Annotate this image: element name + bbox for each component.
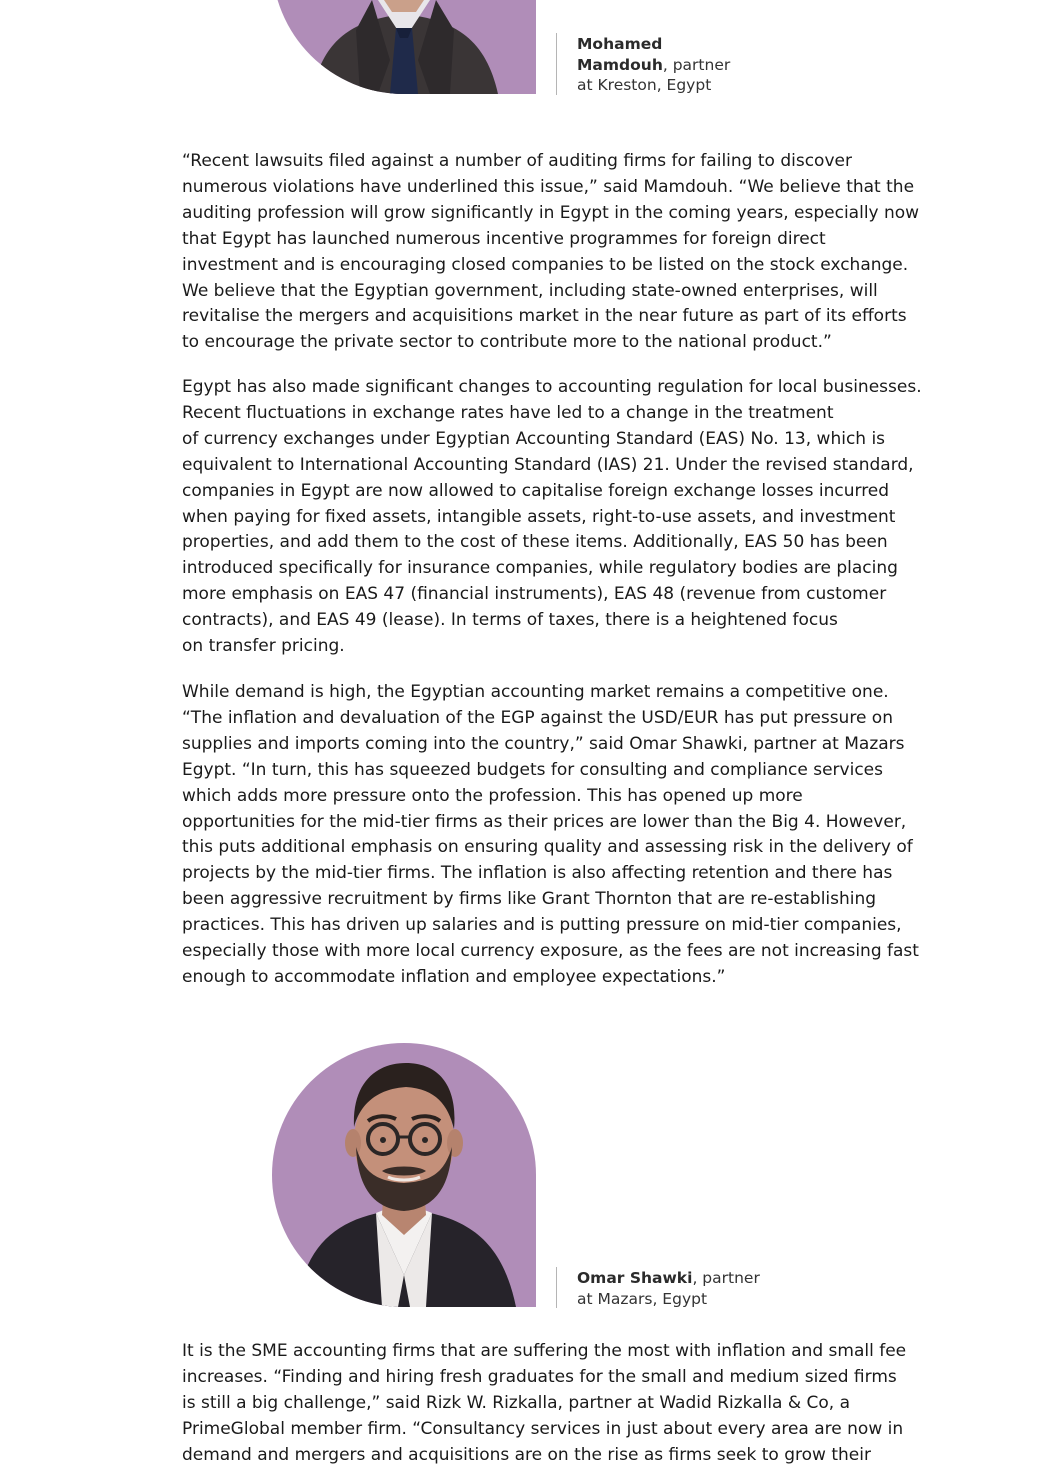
article-paragraph-3 <box>182 680 919 991</box>
caption-org: at Mazars, Egypt <box>577 1289 708 1308</box>
caption-name: Omar Shawki <box>577 1269 693 1287</box>
text-line: enough to accommodate inflation and employee expectations.” <box>182 966 726 987</box>
portrait-mohamed-mamdouh <box>272 0 536 94</box>
text-line: “Recent lawsuits filed against a number of auditing firms for failing to discover <box>182 151 852 171</box>
text-line: on transfer pricing. <box>182 636 345 657</box>
caption-org: at Kreston, Egypt <box>577 76 712 94</box>
text-line: contracts), and EAS 49 (lease). In terms of taxes, there is a heightened focus <box>182 610 838 631</box>
text-line: “The inflation and devaluation of the EGP against the USD/EUR has put pressure on <box>182 707 893 728</box>
caption-name-line2: Mamdouh <box>577 55 663 74</box>
text-line: numerous violations have underlined this issue,” said Mamdouh. “We believe that the <box>182 176 915 197</box>
caption-divider <box>556 1267 557 1308</box>
text-line: We believe that the Egyptian government, including state-owned enterprises, will <box>182 280 878 301</box>
article-paragraph-2 <box>182 375 922 660</box>
text-line: revitalise the mergers and acquisitions market in the near future as part of its efforts <box>182 306 907 327</box>
text-line: properties, and add them to the cost of these items. Additionally, EAS 50 has been <box>182 532 888 553</box>
text-line: this puts additional emphasis on ensuring quality and assessing risk in the delivery of <box>182 837 913 858</box>
text-line: to encourage the private sector to contribute more to the national product.” <box>182 332 832 353</box>
text-line: opportunities for the mid-tier firms as their prices are lower than the Big 4. However, <box>182 811 907 832</box>
text-line: is still a big challenge,” said Rizk W. Rizkalla, partner at Wadid Rizkalla & Co, a <box>182 1392 851 1413</box>
text-line: While demand is high, the Egyptian accounting market remains a competitive one. <box>182 682 889 702</box>
caption-name-line1: Mohamed <box>577 35 663 53</box>
text-line: been aggressive recruitment by firms like Grant Thornton that are re-establishing <box>182 889 877 910</box>
text-line: auditing profession will grow significantly in Egypt in the coming years, especially now <box>182 202 920 223</box>
text-line: Egypt has also made significant changes to accounting regulation for local businesses. <box>182 377 922 397</box>
text-line: increases. “Finding and hiring fresh graduates for the small and medium sized firms <box>182 1366 897 1387</box>
caption-role: , partner <box>662 55 731 74</box>
caption-role: , partner <box>692 1269 760 1287</box>
text-line: projects by the mid-tier firms. The inflation is also affecting retention and there has <box>182 863 893 884</box>
caption-mohamed-mamdouh <box>577 34 837 96</box>
text-line: investment and is encouraging closed companies to be listed on the stock exchange. <box>182 254 909 275</box>
text-line: of currency exchanges under Egyptian Accounting Standard (EAS) No. 13, which is <box>182 428 886 449</box>
text-line: especially those with more local currency exposure, as the fees are not increasing fast <box>182 941 919 962</box>
text-line: that Egypt has launched numerous incentive programmes for foreign direct <box>182 228 826 249</box>
text-line: companies in Egypt are now allowed to capitalise foreign exchange losses incurred <box>182 480 890 501</box>
text-line: supplies and imports coming into the country,” said Omar Shawki, partner at Mazars <box>182 733 905 754</box>
text-line: demand and mergers and acquisitions are on the rise as firms seek to grow their <box>182 1444 871 1465</box>
text-line: Egypt. “In turn, this has squeezed budgets for consulting and compliance services <box>182 759 883 780</box>
article-paragraph-1 <box>182 149 920 356</box>
caption-divider <box>556 33 557 95</box>
text-line: practices. This has driven up salaries and is putting pressure on mid-tier companies, <box>182 915 902 936</box>
text-line: Recent fluctuations in exchange rates have led to a change in the treatment <box>182 402 834 423</box>
caption-omar-shawki <box>577 1268 837 1309</box>
text-line: equivalent to International Accounting Standard (IAS) 21. Under the revised standard, <box>182 454 914 475</box>
text-line: which adds more pressure onto the profession. This has opened up more <box>182 785 803 806</box>
portrait-omar-shawki <box>272 1043 536 1307</box>
text-line: PrimeGlobal member firm. “Consultancy services in just about every area are now in <box>182 1418 904 1439</box>
text-line: more emphasis on EAS 47 (financial instruments), EAS 48 (revenue from customer <box>182 584 887 605</box>
text-line: introduced specifically for insurance companies, while regulatory bodies are placing <box>182 558 898 579</box>
text-line: It is the SME accounting firms that are suffering the most with inflation and small fee <box>182 1341 907 1361</box>
article-paragraph-4 <box>182 1339 907 1469</box>
text-line: when paying for fixed assets, intangible assets, right-to-use assets, and investment <box>182 506 896 527</box>
